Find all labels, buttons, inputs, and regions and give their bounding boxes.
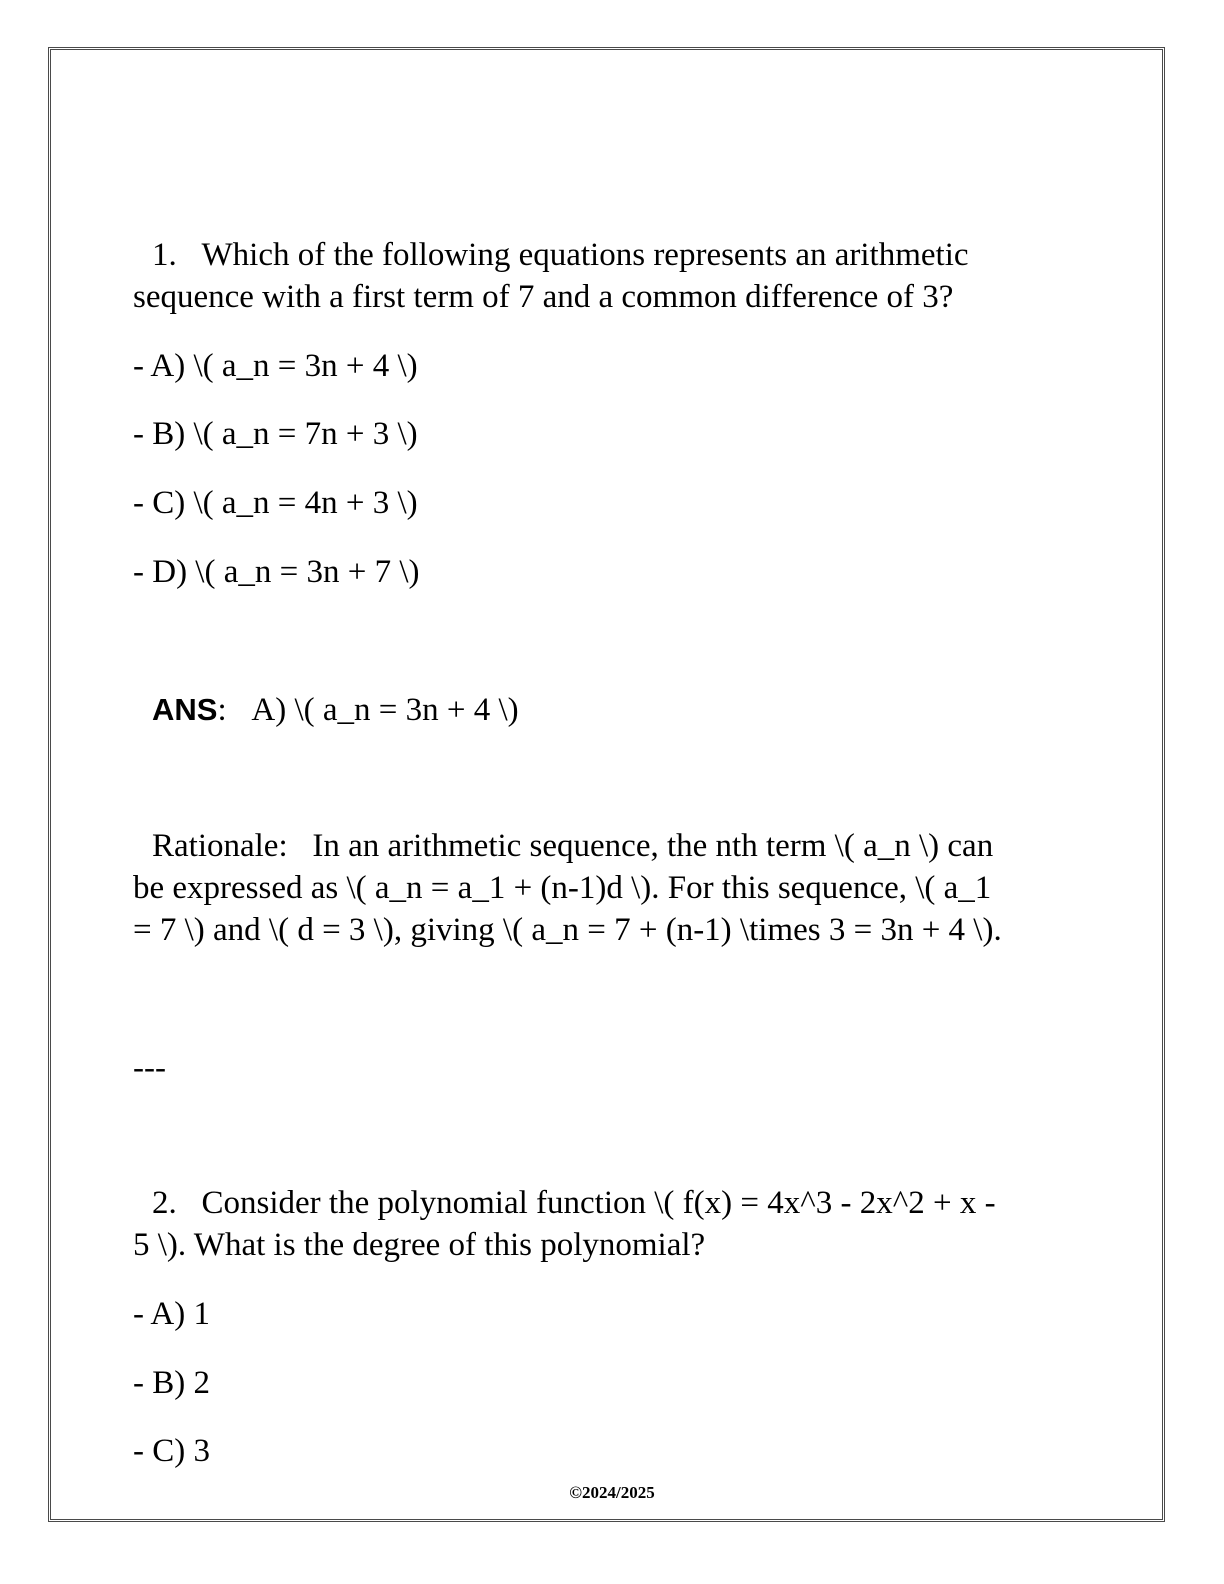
rationale-label: Rationale: [152,828,288,864]
question-1-line-1 [152,234,969,276]
rationale-line-2: be expressed as \( a_n = a_1 + (n-1)d \). For this sequence, \( a_1 [133,870,992,906]
question-1-option-b: - B) \( a_n = 7n + 3 \) [133,416,418,452]
question-2-line-1 [152,1182,996,1224]
copyright-footer: ©2024/2025 [569,1483,655,1502]
question-1-option-c: - C) \( a_n = 4n + 3 \) [133,485,418,521]
section-separator: --- [133,1050,166,1086]
answer-label: ANS [152,692,218,727]
question-1-text-line-2: sequence with a first term of 7 and a common difference of 3? [133,279,954,315]
rationale-line-3: = 7 \) and \( d = 3 \), giving \( a_n = 7 + (n-1) \times 3 = 3n + 4 \). [133,912,1002,948]
question-2-option-a: - A) 1 [133,1296,210,1332]
question-2-number: 2. [152,1185,177,1221]
question-1-option-a: - A) \( a_n = 3n + 4 \) [133,348,418,384]
rationale-text-line-1: In an arithmetic sequence, the nth term \( a_n \) can [312,828,994,864]
question-1-number: 1. [152,237,177,273]
question-2-option-b: - B) 2 [133,1365,210,1401]
question-1-text-line-1: Which of the following equations represents an arithmetic [201,237,969,273]
rationale-line-1 [152,825,993,867]
question-2-option-c: - C) 3 [133,1433,210,1469]
question-2-text-line-2: 5 \). What is the degree of this polynomial? [133,1227,706,1263]
answer-text: A) \( a_n = 3n + 4 \) [251,692,519,728]
question-1-option-d: - D) \( a_n = 3n + 7 \) [133,554,420,590]
question-1-answer: ANS: A) \( a_n = 3n + 4 \) [152,692,519,728]
question-2-text-line-1: Consider the polynomial function \( f(x) = 4x^3 - 2x^2 + x - [201,1185,996,1221]
